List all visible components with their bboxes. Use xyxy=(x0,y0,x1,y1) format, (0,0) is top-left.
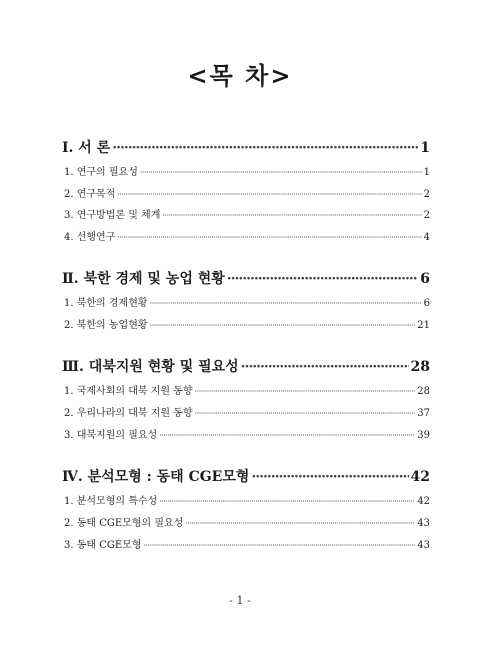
toc-chapter-1[interactable] xyxy=(62,137,430,157)
section-label: 1. 분석모형의 특수성 xyxy=(64,496,158,507)
dot-leader xyxy=(195,409,416,418)
toc-section-2-2[interactable] xyxy=(62,316,430,331)
toc-chapter-4[interactable] xyxy=(62,466,430,486)
dot-leader xyxy=(185,519,415,528)
dot-leader xyxy=(117,233,421,242)
section-page-number: 1 xyxy=(423,167,430,178)
chapter-label: Ⅰ. 서 론 xyxy=(62,140,111,156)
toc-chapter-2[interactable] xyxy=(62,268,430,288)
chapter-label: Ⅱ. 북한 경제 및 농업 현황 xyxy=(62,271,225,287)
dot-leader xyxy=(140,168,422,177)
dot-leader xyxy=(159,431,415,440)
dot-leader xyxy=(150,299,422,308)
section-label: 3. 대북지원의 필요성 xyxy=(64,430,158,441)
toc-section-4-3[interactable] xyxy=(62,536,430,551)
section-label: 1. 연구의 필요성 xyxy=(64,167,138,178)
dot-leader xyxy=(195,387,416,396)
dot-leader xyxy=(150,321,416,330)
section-page-number: 42 xyxy=(417,496,430,507)
section-label: 1. 국제사회의 대북 지원 동향 xyxy=(64,386,193,397)
dot-leader xyxy=(251,469,408,485)
dot-leader xyxy=(241,359,409,375)
toc-chapter-3[interactable] xyxy=(62,356,430,376)
dot-leader xyxy=(159,497,415,506)
toc-section-3-2[interactable] xyxy=(62,404,430,419)
dot-leader xyxy=(143,541,415,550)
dot-leader xyxy=(162,211,421,220)
dot-leader xyxy=(117,190,421,199)
page-number-footer: - 1 - xyxy=(229,594,251,607)
section-label: 2. 연구목적 xyxy=(64,189,116,200)
section-label: 2. 우리나라의 대북 지원 동향 xyxy=(64,408,193,419)
section-page-number: 28 xyxy=(417,386,430,397)
chapter-page-number: 1 xyxy=(420,140,430,156)
toc-section-1-1[interactable] xyxy=(62,163,430,178)
section-page-number: 43 xyxy=(417,518,430,529)
section-label: 1. 북한의 경제현황 xyxy=(64,298,148,309)
chapter-label: Ⅲ. 대북지원 현황 및 필요성 xyxy=(62,359,239,375)
chapter-page-number: 28 xyxy=(410,359,430,375)
section-page-number: 39 xyxy=(417,430,430,441)
dot-leader xyxy=(112,140,418,156)
section-label: 2. 북한의 농업현황 xyxy=(64,320,148,331)
dot-leader xyxy=(227,271,418,287)
chapter-page-number: 6 xyxy=(420,271,430,287)
toc-section-1-4[interactable] xyxy=(62,228,430,243)
section-label: 4. 선행연구 xyxy=(64,232,116,243)
toc-section-3-1[interactable] xyxy=(62,382,430,397)
section-page-number: 4 xyxy=(423,232,430,243)
section-page-number: 43 xyxy=(417,540,430,551)
page-title: <목 차> xyxy=(187,61,293,90)
section-label: 2. 동태 CGE모형의 필요성 xyxy=(64,518,184,529)
toc-section-4-1[interactable] xyxy=(62,492,430,507)
toc-section-1-3[interactable] xyxy=(62,206,430,221)
section-page-number: 2 xyxy=(423,210,430,221)
chapter-page-number: 42 xyxy=(410,469,430,485)
toc-section-1-2[interactable] xyxy=(62,185,430,200)
section-label: 3. 동태 CGE모형 xyxy=(64,540,142,551)
section-page-number: 21 xyxy=(417,320,430,331)
section-page-number: 6 xyxy=(423,298,430,309)
chapter-label: Ⅳ. 분석모형 : 동태 CGE모형 xyxy=(62,469,250,485)
section-label: 3. 연구방법론 및 체계 xyxy=(64,210,161,221)
toc-section-4-2[interactable] xyxy=(62,514,430,529)
toc-section-3-3[interactable] xyxy=(62,426,430,441)
toc-section-2-1[interactable] xyxy=(62,294,430,309)
section-page-number: 2 xyxy=(423,189,430,200)
section-page-number: 37 xyxy=(417,408,430,419)
